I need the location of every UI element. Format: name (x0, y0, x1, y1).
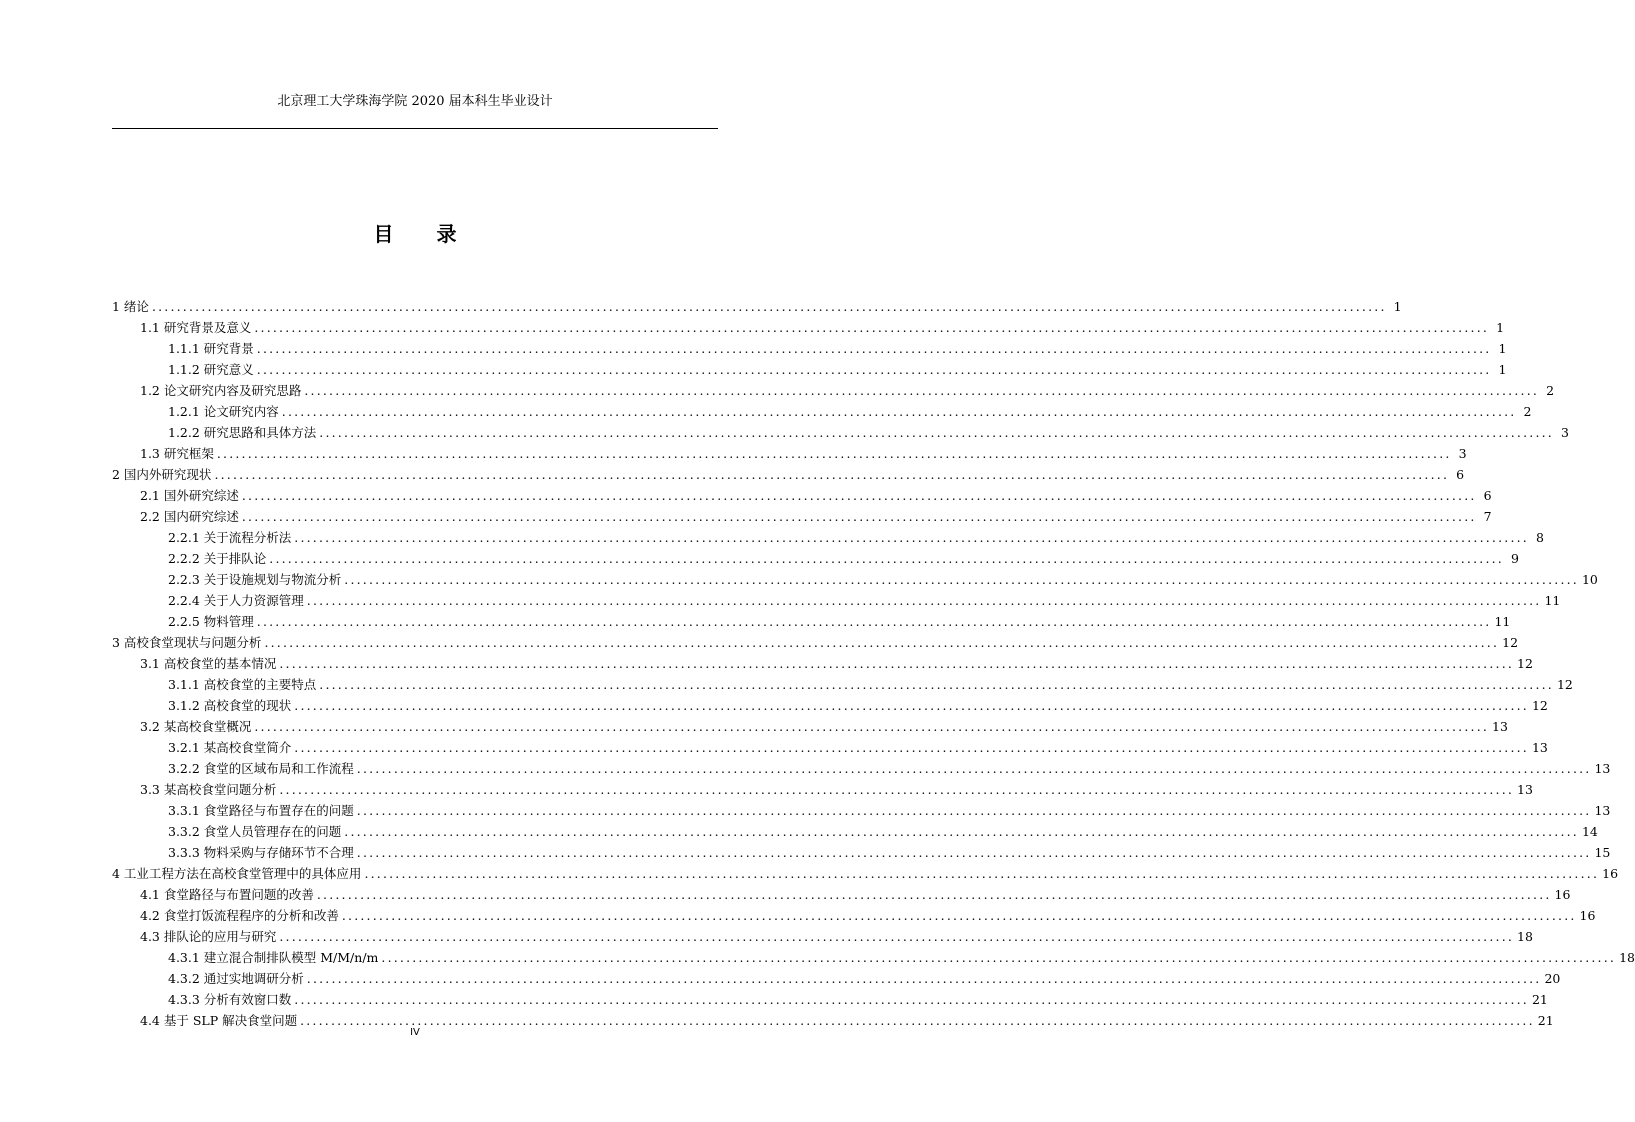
toc-entry-page: 13 (1594, 803, 1611, 818)
toc-entry-title: 1.1 研究背景及意义 (140, 320, 252, 335)
toc-leader-dots: ........................................................................................................................................................................................................ (294, 698, 1529, 713)
toc-entry-page: 12 (1556, 677, 1573, 692)
toc-leader-dots: ........................................................................................................................................................................................................ (341, 908, 1577, 923)
toc-entry-title: 3.2.1 某高校食堂简介 (168, 740, 292, 755)
toc-entry[interactable] (112, 674, 1573, 695)
toc-entry-page: 12 (1502, 635, 1519, 650)
toc-leader-dots: ........................................................................................................................................................................................................ (319, 425, 1554, 440)
toc-entry[interactable] (112, 695, 1548, 716)
toc-leader-dots: ........................................................................................................................................................................................................ (256, 341, 1492, 356)
toc-leader-dots: ........................................................................................................................................................................................................ (279, 929, 1515, 944)
toc-leader-dots: ........................................................................................................................................................................................................ (241, 488, 1477, 503)
toc-leader-dots: ........................................................................................................................................................................................................ (319, 677, 1554, 692)
toc-entry-title: 4 工业工程方法在高校食堂管理中的具体应用 (112, 866, 362, 881)
toc-entry-title: 4.3.3 分析有效窗口数 (168, 992, 292, 1007)
toc-entry[interactable] (112, 737, 1548, 758)
toc-entry[interactable] (112, 947, 1635, 968)
toc-entry[interactable] (112, 926, 1533, 947)
toc-entry[interactable] (112, 359, 1507, 380)
toc-entry-page: 1 (1498, 341, 1507, 356)
toc-entry-page: 12 (1531, 698, 1548, 713)
toc-leader-dots: ........................................................................................................................................................................................................ (306, 593, 1542, 608)
toc-entry-page: 16 (1579, 908, 1596, 923)
toc-entry-page: 3 (1458, 446, 1467, 461)
toc-entry[interactable] (112, 338, 1507, 359)
toc-entry[interactable] (112, 779, 1533, 800)
toc-entry[interactable] (112, 611, 1511, 632)
toc-entry-page: 9 (1511, 551, 1519, 566)
toc-entry-title: 3.1 高校食堂的基本情况 (140, 656, 277, 671)
toc-entry-title: 2.1 国外研究综述 (140, 488, 239, 503)
toc-leader-dots: ........................................................................................................................................................................................................ (316, 887, 1552, 902)
toc-entry[interactable] (112, 590, 1561, 611)
toc-leader-dots: ........................................................................................................................................................................................................ (281, 404, 1517, 419)
toc-entry-title: 2.2.4 关于人力资源管理 (168, 593, 304, 608)
toc-entry-page: 20 (1544, 971, 1561, 986)
toc-leader-dots: ........................................................................................................................................................................................................ (306, 971, 1542, 986)
toc-entry-page: 6 (1456, 467, 1465, 482)
toc-entry-title: 3.1.2 高校食堂的现状 (168, 698, 292, 713)
toc-entry-title: 2.2.1 关于流程分析法 (168, 530, 292, 545)
toc-entry-title: 4.2 食堂打饭流程程序的分析和改善 (140, 908, 339, 923)
toc-entry-page: 18 (1619, 950, 1635, 965)
toc-entry-title: 1.1.2 研究意义 (168, 362, 254, 377)
toc-entry-title: 1.2.1 论文研究内容 (168, 404, 279, 419)
toc-entry-title: 4.3.1 建立混合制排队模型 M/M/n/m (168, 950, 379, 965)
toc-entry-page: 13 (1531, 740, 1548, 755)
toc-leader-dots: ........................................................................................................................................................................................................ (294, 740, 1529, 755)
toc-entry-title: 1.2 论文研究内容及研究思路 (140, 383, 302, 398)
toc-leader-dots: ........................................................................................................................................................................................................ (381, 950, 1617, 965)
toc-entry[interactable] (112, 485, 1492, 506)
toc-entry[interactable] (112, 548, 1519, 569)
toc-entry[interactable] (112, 317, 1505, 338)
toc-leader-dots: ........................................................................................................................................................................................................ (264, 635, 1500, 650)
toc-leader-dots: ........................................................................................................................................................................................................ (214, 467, 1450, 482)
toc-entry-page: 15 (1594, 845, 1611, 860)
toc-leader-dots: ........................................................................................................................................................................................................ (356, 803, 1592, 818)
toc-entry-page: 11 (1494, 614, 1511, 629)
toc-entry[interactable] (112, 905, 1596, 926)
toc-entry-page: 1 (1498, 362, 1507, 377)
page-header: 北京理工大学珠海学院 2020 届本科生毕业设计 (277, 94, 553, 109)
toc-entry[interactable] (112, 422, 1569, 443)
toc-entry-page: 13 (1594, 761, 1611, 776)
toc-entry[interactable] (112, 863, 1619, 884)
toc-entry-page: 21 (1537, 1013, 1554, 1028)
toc-entry[interactable] (112, 842, 1611, 863)
toc-title: 目 录 (373, 222, 475, 246)
toc-leader-dots: ........................................................................................................................................................................................................ (304, 383, 1540, 398)
toc-entry[interactable] (112, 968, 1561, 989)
toc-entry-title: 3.3 某高校食堂问题分析 (140, 782, 277, 797)
toc-entry-title: 2.2.3 关于设施规划与物流分析 (168, 572, 342, 587)
toc-entry[interactable] (112, 443, 1467, 464)
toc-entry-title: 4.4 基于 SLP 解决食堂问题 (140, 1013, 298, 1028)
toc-entry[interactable] (112, 506, 1492, 527)
toc-leader-dots: ........................................................................................................................................................................................................ (344, 572, 1579, 587)
toc-leader-dots: ........................................................................................................................................................................................................ (364, 866, 1600, 881)
toc-entry[interactable] (112, 821, 1598, 842)
toc-entry-title: 4.3 排队论的应用与研究 (140, 929, 277, 944)
toc-entry-title: 1.2.2 研究思路和具体方法 (168, 425, 317, 440)
toc-leader-dots: ........................................................................................................................................................................................................ (216, 446, 1452, 461)
toc-entry-title: 3.3.2 食堂人员管理存在的问题 (168, 824, 342, 839)
toc-entry-page: 11 (1544, 593, 1561, 608)
toc-leader-dots: ........................................................................................................................................................................................................ (151, 299, 1387, 314)
toc-entry-page: 13 (1517, 782, 1533, 797)
toc-entry-title: 3.3.1 食堂路径与布置存在的问题 (168, 803, 354, 818)
toc-entry-page: 6 (1483, 488, 1492, 503)
toc-entry-page: 21 (1531, 992, 1548, 1007)
toc-leader-dots: ........................................................................................................................................................................................................ (254, 719, 1490, 734)
page-number: IV (410, 1027, 420, 1038)
toc-entry-page: 13 (1492, 719, 1508, 734)
toc-leader-dots: ........................................................................................................................................................................................................ (356, 845, 1592, 860)
toc-leader-dots: ........................................................................................................................................................................................................ (254, 320, 1490, 335)
toc-leader-dots: ........................................................................................................................................................................................................ (300, 1013, 1535, 1028)
toc-entry-page: 3 (1561, 425, 1569, 440)
toc-leader-dots: ........................................................................................................................................................................................................ (294, 992, 1529, 1007)
toc-entry-page: 16 (1554, 887, 1571, 902)
toc-entry-page: 16 (1602, 866, 1619, 881)
toc-entry-title: 2 国内外研究现状 (112, 467, 212, 482)
toc-entry-page: 14 (1581, 824, 1598, 839)
toc-entry-title: 3.2 某高校食堂概况 (140, 719, 252, 734)
toc-entry-title: 1.1.1 研究背景 (168, 341, 254, 356)
toc-entry-title: 1.3 研究框架 (140, 446, 214, 461)
toc-entry-title: 3.3.3 物料采购与存储环节不合理 (168, 845, 354, 860)
toc-entry[interactable] (112, 800, 1611, 821)
toc-leader-dots: ........................................................................................................................................................................................................ (241, 509, 1477, 524)
toc-entry[interactable] (112, 989, 1548, 1010)
toc-entry-page: 7 (1483, 509, 1492, 524)
toc-entry-title: 3.2.2 食堂的区域布局和工作流程 (168, 761, 354, 776)
toc-entry[interactable] (112, 884, 1571, 905)
toc-entry-title: 2.2.5 物料管理 (168, 614, 254, 629)
toc-entry-title: 3.1.1 高校食堂的主要特点 (168, 677, 317, 692)
toc-entry-page: 2 (1546, 383, 1555, 398)
toc-entry[interactable] (112, 527, 1544, 548)
toc-entry[interactable] (112, 632, 1519, 653)
toc-entry[interactable] (112, 296, 1402, 317)
toc-leader-dots: ........................................................................................................................................................................................................ (279, 656, 1515, 671)
toc-entry-title: 3 高校食堂现状与问题分析 (112, 635, 262, 650)
toc-leader-dots: ........................................................................................................................................................................................................ (294, 530, 1529, 545)
toc-entry[interactable] (112, 401, 1532, 422)
toc-entry-title: 4.3.2 通过实地调研分析 (168, 971, 304, 986)
toc-leader-dots: ........................................................................................................................................................................................................ (256, 614, 1492, 629)
toc-leader-dots: ........................................................................................................................................................................................................ (279, 782, 1515, 797)
toc-entry-title: 2.2 国内研究综述 (140, 509, 239, 524)
toc-entry[interactable] (112, 464, 1465, 485)
toc-entry-title: 2.2.2 关于排队论 (168, 551, 267, 566)
toc-entry[interactable] (112, 758, 1611, 779)
toc-entry-title: 4.1 食堂路径与布置问题的改善 (140, 887, 314, 902)
toc-leader-dots: ........................................................................................................................................................................................................ (269, 551, 1504, 566)
toc-leader-dots: ........................................................................................................................................................................................................ (344, 824, 1579, 839)
toc-entry[interactable] (112, 569, 1598, 590)
toc-entry[interactable] (112, 716, 1508, 737)
toc-entry-title: 1 绪论 (112, 299, 149, 314)
toc-leader-dots: ........................................................................................................................................................................................................ (256, 362, 1492, 377)
toc-entry-page: 1 (1393, 299, 1402, 314)
toc-leader-dots: ........................................................................................................................................................................................................ (356, 761, 1592, 776)
header-divider (112, 128, 718, 129)
toc-entry[interactable] (112, 653, 1533, 674)
toc-entry-page: 18 (1517, 929, 1533, 944)
toc-entry-page: 2 (1523, 404, 1532, 419)
table-of-contents (112, 296, 1635, 1031)
toc-entry-page: 8 (1536, 530, 1544, 545)
toc-entry-page: 12 (1517, 656, 1533, 671)
toc-entry-page: 10 (1581, 572, 1598, 587)
toc-entry-page: 1 (1496, 320, 1505, 335)
toc-entry[interactable] (112, 380, 1555, 401)
